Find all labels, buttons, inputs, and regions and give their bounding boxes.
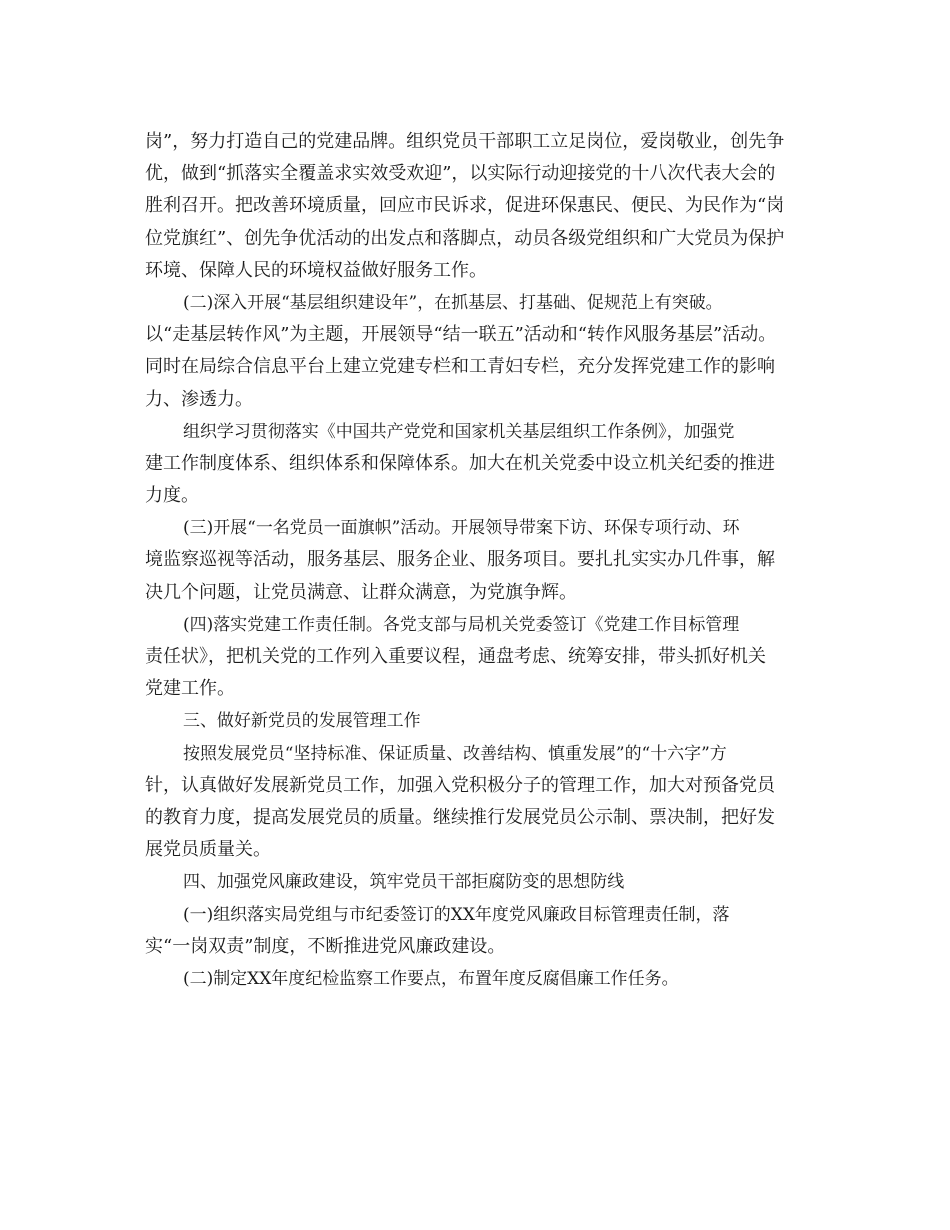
text-line: 三、做好新党员的发展管理工作 — [183, 711, 421, 732]
text-line: 按照发展党员“坚持标准、保证质量、改善结构、慎重发展”的“十六字”方 — [183, 743, 727, 764]
text-line: 四、加强党风廉政建设，筑牢党员干部拒腐防变的思想防线 — [183, 872, 625, 893]
text-line: 的教育力度，提高发展党员的质量。继续推行发展党员公示制、票决制，把好发 — [145, 806, 775, 828]
text-line: 优，做到“抓落实全覆盖求实效受欢迎”，以实际行动迎接党的十八次代表大会的 — [145, 163, 776, 185]
text-line: 建工作制度体系、组织体系和保障体系。加大在机关党委中设立机关纪委的推进 — [145, 452, 775, 474]
text-line: 环境、保障人民的环境权益做好服务工作。 — [145, 259, 487, 281]
text-line: 责任状》，把机关党的工作列入重要议程，通盘考虑、统筹安排，带头抓好机关 — [145, 646, 766, 667]
text-line: (二)深入开展“基层组织建设年”，在抓基层、打基础、促规范上有突破。 — [183, 292, 723, 313]
text-line: 党建工作。 — [145, 678, 235, 700]
text-line: 以“走基层转作风”为主题，开展领导“结一联五”活动和“转作风服务基层”活动。 — [145, 324, 777, 346]
text-line: (四)落实党建工作责任制。各党支部与局机关党委签订《党建工作目标管理 — [183, 614, 740, 635]
text-line: 位党旗红”、创先争优活动的出发点和落脚点，动员各级党组织和广大党员为保护 — [145, 227, 785, 249]
text-line: (一)组织落实局党组与市纪委签订的XX年度党风廉政目标管理责任制，落 — [183, 904, 730, 925]
text-line: 展党员质量关。 — [145, 839, 271, 861]
text-line: 力度。 — [145, 485, 199, 507]
text-line: 决几个问题，让党员满意、让群众满意，为党旗争辉。 — [145, 581, 577, 603]
text-line: 力、渗透力。 — [145, 388, 253, 410]
text-line: 境监察巡视等活动，服务基层、服务企业、服务项目。要扎扎实实办几件事，解 — [145, 549, 775, 571]
text-line: 组织学习贯彻落实《中国共产党党和国家机关基层组织工作条例》，加强党 — [183, 421, 735, 442]
text-line: 针，认真做好发展新党员工作，加强入党积极分子的管理工作，加大对预备党员 — [145, 774, 775, 796]
text-line: 实“一岗双责”制度，不断推进党风廉政建设。 — [145, 935, 506, 957]
text-line: (三)开展“一名党员一面旗帜”活动。开展领导带案下访、环保专项行动、环 — [183, 518, 740, 539]
document-body — [145, 126, 813, 995]
text-line: 胜利召开。把改善环境质量，回应市民诉求，促进环保惠民、便民、为民作为“岗 — [145, 195, 785, 217]
text-line: 岗”，努力打造自己的党建品牌。组织党员干部职工立足岗位，爱岗敬业，创先争 — [145, 131, 785, 152]
text-line: (二)制定XX年度纪检监察工作要点，布置年度反腐倡廉工作任务。 — [183, 968, 679, 989]
text-line: 同时在局综合信息平台上建立党建专栏和工青妇专栏，充分发挥党建工作的影响 — [145, 356, 775, 378]
